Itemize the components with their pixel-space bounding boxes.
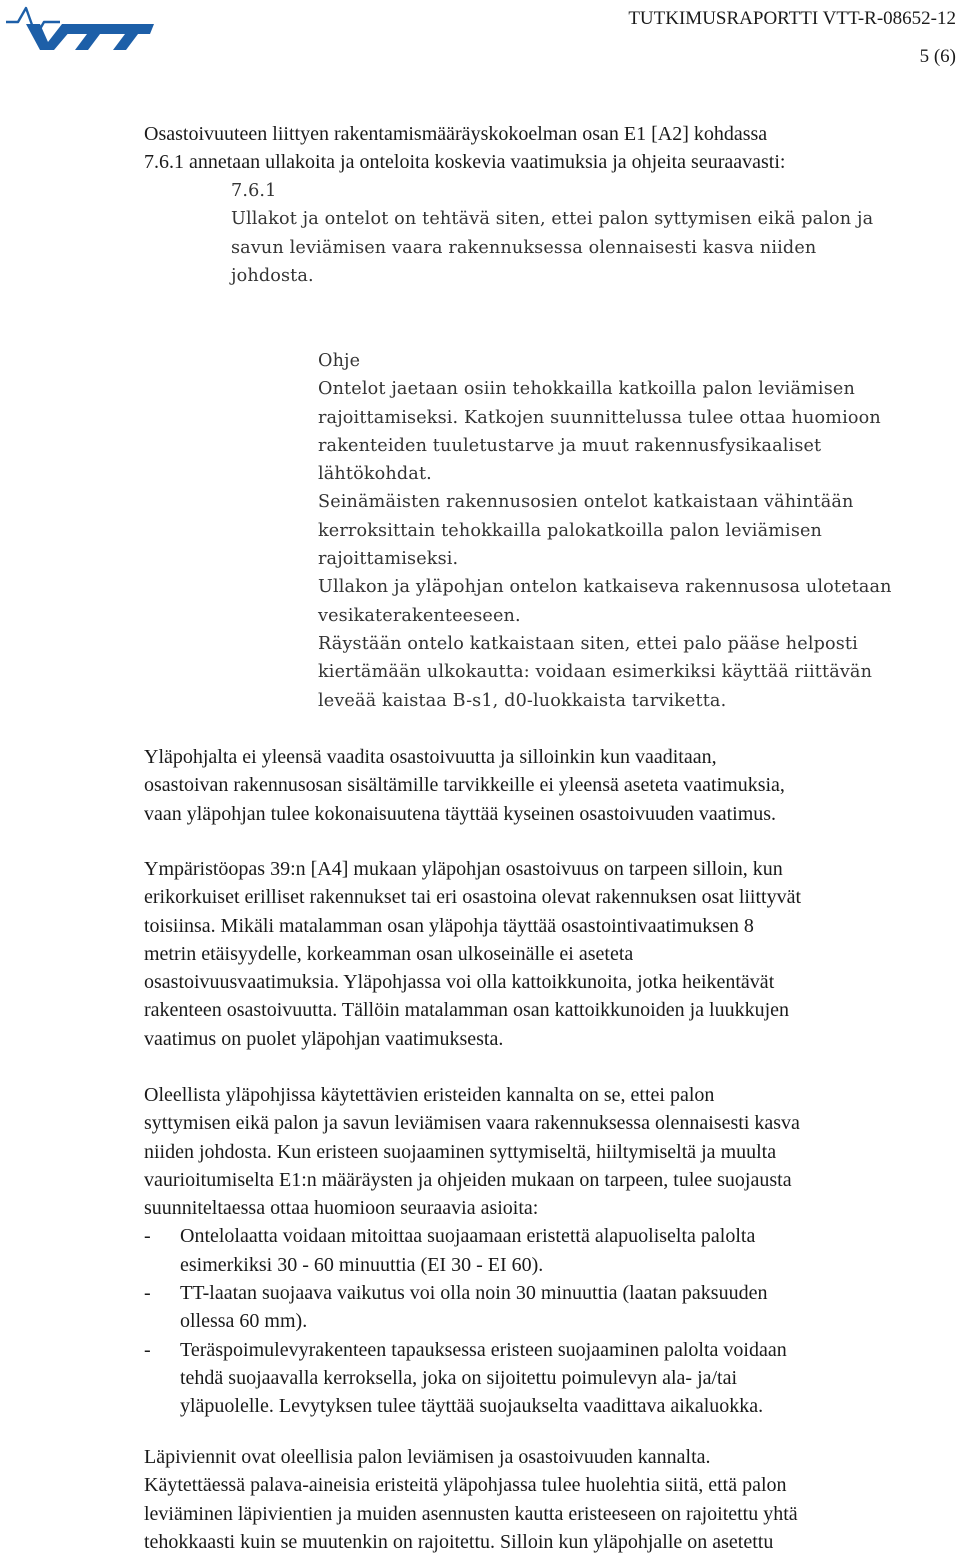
text-line: Ontelot jaetaan osiin tehokkailla katkoilla palon leviämisen [318, 379, 855, 400]
text-line: osastoivuusvaatimuksia. Yläpohjassa voi olla kattoikkunoita, jotka heikentävät [144, 971, 775, 994]
regulation-quote [231, 177, 951, 290]
text-line: vaan yläpohjan tulee kokonaisuutena täyttää kyseinen osastoivuuden vaatimus. [144, 802, 777, 825]
text-line: Seinämäisten rakennusosien ontelot katkaistaan vähintään [318, 492, 854, 513]
paragraph-2 [144, 855, 956, 1053]
text-line: kiertämään ulkokautta: voidaan esimerkiksi käyttää riittävän [318, 662, 873, 683]
text-line: suunniteltaessa ottaa huomioon seuraavia asioita: [144, 1197, 539, 1220]
text-line: vaatimus on puolet yläpohjan vaatimuksesta. [144, 1027, 504, 1050]
text-line: toisiinsa. Mikäli matalamman osan yläpohja täyttää osastointivaatimuksen 8 [144, 914, 754, 937]
list-item-continuation: esimerkiksi 30 - 60 minuuttia (EI 30 - EI 60). [180, 1253, 544, 1276]
text-line: lähtökohdat. [318, 464, 432, 485]
text-line: niiden johdosta. Kun eristeen suojaaminen syttymiseltä, hiiltymiseltä ja muulta [144, 1140, 777, 1163]
text-line: Yläpohjalta ei yleensä vaadita osastoivuutta ja silloinkin kun vaaditaan, [144, 746, 717, 768]
text-line: rajoittamiseksi. Katkojen suunnittelussa tulee ottaa huomioon [318, 407, 881, 428]
list-item-continuation: tehdä suojaavalla kerroksella, joka on sijoitettu poimulevyn ala- ja/tai [180, 1366, 738, 1389]
paragraph-1 [144, 743, 956, 828]
report-id: TUTKIMUSRAPORTTI VTT-R-08652-12 [628, 8, 956, 29]
bullet-marker: - [144, 1225, 151, 1248]
text-line: 7.6.1 annetaan ullakoita ja onteloita koskevia vaatimuksia ja ohjeita seuraavasti: [144, 151, 786, 174]
text-line: leveää kaistaa B-s1, d0-luokkaista tarviketta. [318, 690, 727, 711]
text-line: Käytettäessä palava-aineisia eristeitä yläpohjassa tulee huolehtia siitä, että palon [144, 1474, 787, 1497]
list-item-continuation: ollessa 60 mm). [180, 1310, 308, 1333]
intro-paragraph [144, 120, 956, 177]
list-item-continuation: yläpuolelle. Levytyksen tulee täyttää suojaukselta vaadittava aikaluokka. [180, 1395, 764, 1418]
text-line: metrin etäisyydelle, korkeamman osan ulkoseinälle ei aseteta [144, 942, 634, 965]
guidance-quote [318, 347, 958, 715]
text-line: johdosta. [231, 265, 314, 286]
text-line: vesikaterakenteeseen. [318, 605, 521, 626]
text-line: rakenteiden tuuletustarve ja muut rakennusfysikaaliset [318, 435, 822, 456]
text-line: Oleellista yläpohjissa käytettävien eristeiden kannalta on se, ettei palon [144, 1084, 715, 1106]
paragraph-4 [144, 1443, 956, 1556]
bullet-marker: - [144, 1338, 151, 1361]
text-line: rakenteen osastoivuutta. Tällöin matalamman osan kattoikkunoiden ja luukkujen [144, 999, 790, 1022]
text-line: syttymisen eikä palon ja savun leviämisen vaara rakennuksessa olennaisesti kasva [144, 1112, 800, 1135]
guidance-heading: Ohje [318, 351, 361, 371]
text-line: Ympäristöopas 39:n [A4] mukaan yläpohjan osastoivuus on tarpeen silloin, kun [144, 858, 783, 880]
text-line: Ullakot ja ontelot on tehtävä siten, ettei palon syttymisen eikä palon ja [231, 209, 874, 230]
text-line: Osastoivuuteen liittyen rakentamismääräyskokoelman osan E1 [A2] kohdassa [144, 123, 768, 145]
list-item: - TT-laatan suojaava vaikutus voi olla noin 30 minuuttia (laatan paksuuden [144, 1279, 956, 1307]
text-line: Ullakon ja yläpohjan ontelon katkaiseva rakennusosa ulotetaan [318, 577, 892, 598]
text-line: osastoivan rakennusosan sisältämille tarvikkeille ei yleensä aseteta vaatimuksia, [144, 774, 785, 797]
text-line: Läpiviennit ovat oleellisia palon leviämisen ja osastoivuuden kannalta. [144, 1446, 711, 1468]
list-item: - Ontelolaatta voidaan mitoittaa suojaamaan eristettä alapuoliselta palolta [144, 1222, 956, 1250]
text-line: Räystään ontelo katkaistaan siten, ettei palo pääse helposti [318, 633, 858, 654]
text-line: savun leviämisen vaara rakennuksessa olennaisesti kasva niiden [231, 237, 817, 258]
bullet-marker: - [144, 1282, 151, 1305]
text-line: tehokkaasti kuin se muutenkin on rajoitettu. Silloin kun yläpohjalle on asetettu [144, 1530, 774, 1553]
text-line: erikorkuiset erilliset rakennukset tai eri osastoina olevat rakennuksen osat liittyvät [144, 886, 802, 909]
vtt-logo [4, 2, 154, 52]
paragraph-3 [144, 1081, 956, 1421]
section-number: 7.6.1 [231, 181, 277, 201]
text-line: kerroksittain tehokkailla palokatkoilla palon leviämisen [318, 520, 823, 541]
list-item: - Teräspoimulevyrakenteen tapauksessa eristeen suojaaminen palolta voidaan [144, 1336, 956, 1364]
text-line: rajoittamiseksi. [318, 549, 459, 570]
text-line: vaurioitumiselta E1:n määräysten ja ohjeiden mukaan on tarpeen, tulee suojausta [144, 1168, 792, 1191]
text-line: leviäminen läpivientien ja muiden asennusten kautta eristeeseen on rajoitettu yhtä [144, 1502, 798, 1525]
page-number: 5 (6) [919, 46, 956, 67]
